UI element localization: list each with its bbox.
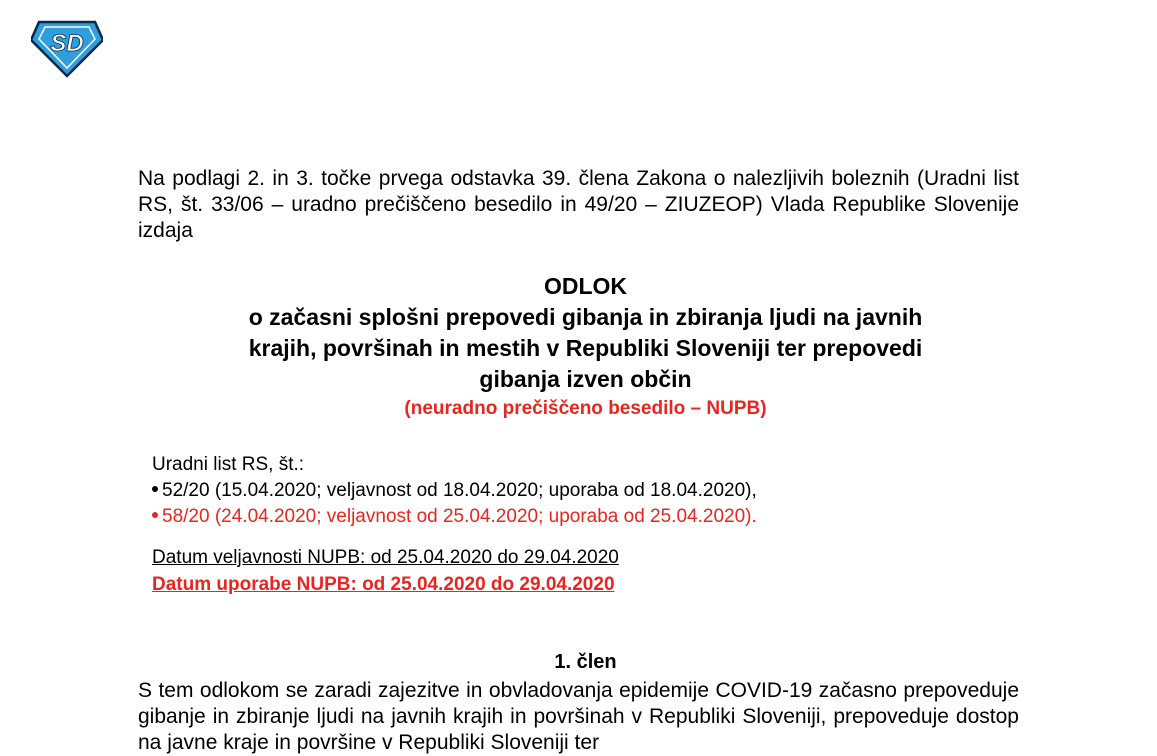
nupb-note: (neuradno prečiščeno besedilo – NUPB): [404, 398, 767, 419]
gazette-entry-text: 52/20 (15.04.2020; veljavnost od 18.04.2020; uporaba od 18.04.2020),: [162, 480, 757, 501]
nupb-dates: [152, 544, 619, 598]
official-gazette-block: [152, 452, 757, 530]
logo-letters: SD: [50, 30, 84, 57]
gazette-entry-text: 58/20 (24.04.2020; veljavnost od 25.04.2020; uporaba od 25.04.2020).: [162, 506, 757, 527]
article-text: S tem odlokom se zaradi zajezitve in obvladovanja epidemije COVID-19 začasno prepoveduje gibanje in zbiranje ljudi na javnih krajih in površinah v Republiki Sloveniji, prepoveduje dostop na javne kraje in površine v Republiki Sloveniji ter: [138, 679, 1019, 754]
gazette-list: [152, 478, 757, 530]
document-title: ODLOK: [543, 273, 628, 299]
document-title-block: [138, 271, 1033, 421]
bullet-icon: [152, 512, 158, 518]
document-subtitle-line: o začasni splošni prepovedi gibanja in zbiranja ljudi na javnih: [248, 304, 923, 330]
gazette-entry: [152, 504, 757, 530]
gazette-heading: Uradni list RS, št.:: [152, 454, 305, 475]
intro-paragraph: Na podlagi 2. in 3. točke prvega odstavka 39. člena Zakona o nalezljivih boleznih (Uradni list RS, št. 33/06 – uradno prečiščeno besedilo in 49/20 – ZIUZEOP) Vlada Republike Slovenije izdaja: [138, 167, 1019, 242]
application-date: Datum uporabe NUPB: od 25.04.2020 do 29.04.2020: [152, 574, 615, 595]
bullet-icon: [152, 486, 158, 492]
article-title: 1. člen: [554, 651, 617, 673]
sd-logo: [31, 18, 103, 78]
document-subtitle-line: krajih, površinah in mestih v Republiki Sloveniji ter prepovedi: [248, 335, 923, 361]
gazette-entry: [152, 478, 757, 504]
document-subtitle-line: gibanja izven občin: [479, 366, 692, 392]
validity-date: Datum veljavnosti NUPB: od 25.04.2020 do 29.04.2020: [152, 547, 619, 568]
sd-diamond-logo-icon: [31, 18, 103, 78]
